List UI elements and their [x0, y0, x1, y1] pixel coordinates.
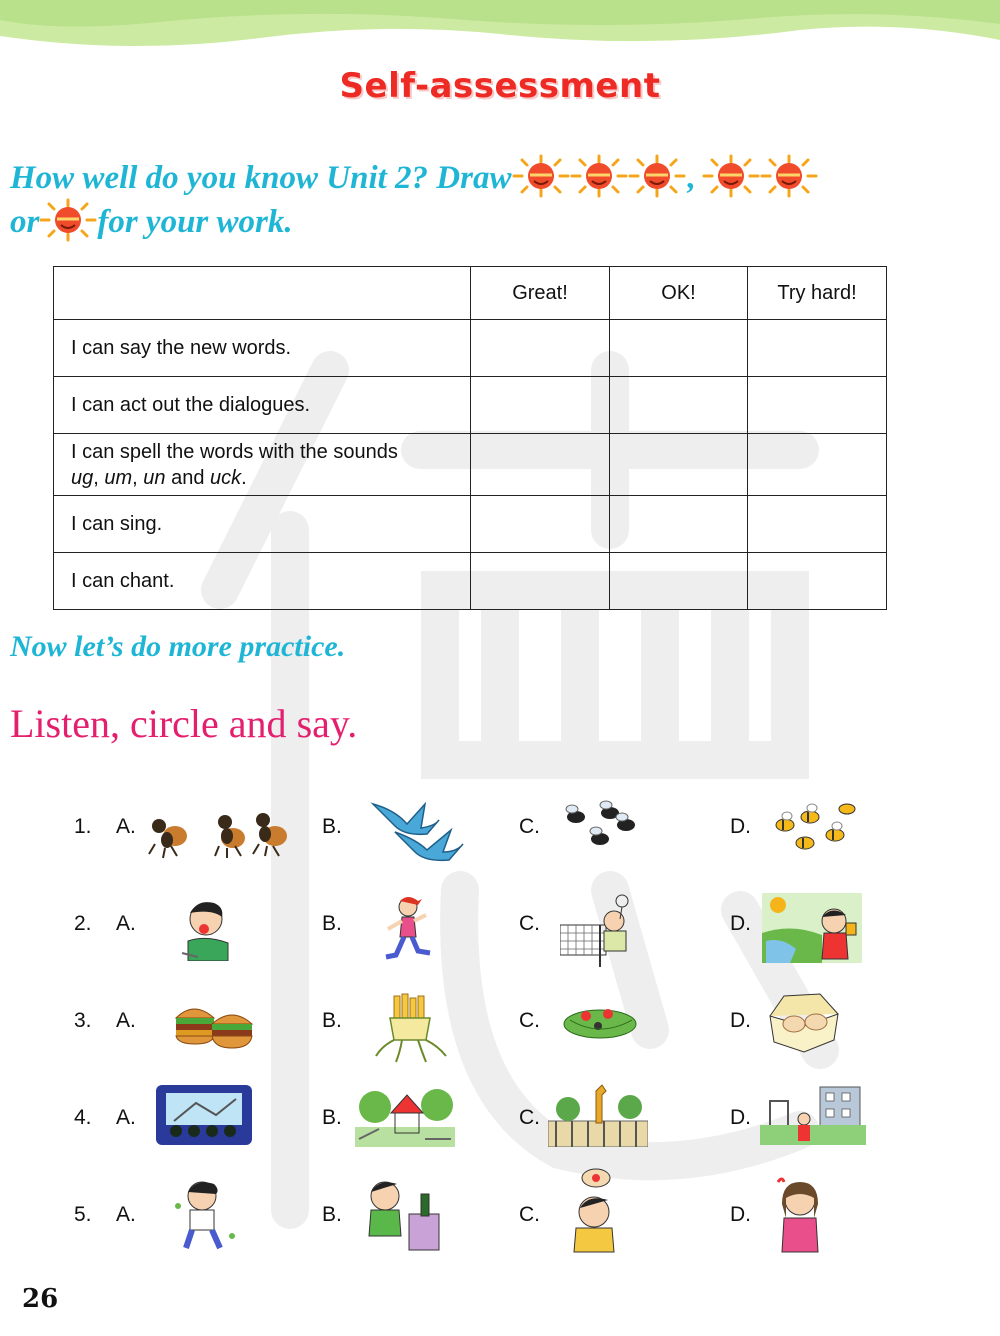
option-c[interactable]: C.: [519, 1009, 540, 1032]
cinema-picture[interactable]: [156, 1085, 252, 1145]
tired-boy-picture[interactable]: [170, 1178, 240, 1254]
flies-picture[interactable]: [560, 795, 640, 860]
instruction-or: or: [10, 204, 40, 241]
girl-running-picture[interactable]: [378, 895, 433, 963]
sound-ug: ug: [71, 466, 94, 489]
try-hard-cell[interactable]: [748, 496, 887, 553]
question-number: 4.: [74, 1106, 92, 1129]
table-row: [54, 496, 887, 553]
salad-picture[interactable]: [560, 994, 640, 1044]
question-row-4: [0, 1081, 1000, 1161]
ok-cell[interactable]: [610, 553, 748, 610]
great-cell[interactable]: [471, 320, 610, 377]
option-a[interactable]: A.: [116, 1106, 136, 1129]
header-try-hard: Try hard!: [748, 267, 887, 320]
question-number: 5.: [74, 1203, 92, 1226]
instruction-line-2: [10, 198, 293, 251]
try-hard-cell[interactable]: [748, 320, 887, 377]
try-hard-cell[interactable]: [748, 553, 887, 610]
option-a[interactable]: A.: [116, 1203, 136, 1226]
question-number: 3.: [74, 1009, 92, 1032]
exercise-word-2: circle: [129, 701, 219, 746]
table-header-row: [54, 267, 887, 320]
exercise-title: [10, 700, 357, 747]
buns-picture[interactable]: [764, 990, 844, 1054]
practice-heading: Now let’s do more practice.: [10, 630, 346, 663]
chips-picture[interactable]: [372, 992, 452, 1064]
sun-icon: [512, 154, 570, 207]
option-a[interactable]: A.: [116, 815, 136, 838]
ok-cell[interactable]: [610, 496, 748, 553]
option-b[interactable]: B.: [322, 815, 342, 838]
instruction-text-2: for your work.: [97, 204, 293, 241]
question-row-3: [0, 984, 1000, 1064]
row-description: [54, 434, 471, 496]
table-row: [54, 434, 887, 496]
sun-icon: [702, 154, 760, 207]
question-number: 2.: [74, 912, 92, 935]
option-d[interactable]: D.: [730, 1106, 751, 1129]
header-ok: OK!: [610, 267, 748, 320]
option-d[interactable]: D.: [730, 912, 751, 935]
option-c[interactable]: C.: [519, 912, 540, 935]
try-hard-cell[interactable]: [748, 377, 887, 434]
separator: and: [165, 466, 211, 489]
sun-icon: [628, 154, 686, 207]
thirsty-boy-picture[interactable]: [355, 1178, 445, 1254]
birds-picture[interactable]: [365, 790, 465, 862]
separator: ,: [93, 466, 105, 489]
ok-cell[interactable]: [610, 320, 748, 377]
question-row-1: [0, 790, 1000, 870]
hungry-boy-picture[interactable]: [566, 1166, 626, 1254]
option-c[interactable]: C.: [519, 1203, 540, 1226]
row-description: I can say the new words.: [54, 320, 471, 377]
exercise-word-1: Listen,: [10, 701, 120, 746]
question-row-2: [0, 887, 1000, 967]
option-b[interactable]: B.: [322, 1106, 342, 1129]
header-blank: [54, 267, 471, 320]
row-description: I can act out the dialogues.: [54, 377, 471, 434]
ok-cell[interactable]: [610, 434, 748, 496]
exercise-word-3: and: [228, 701, 287, 746]
option-b[interactable]: B.: [322, 1203, 342, 1226]
header-great: Great!: [471, 267, 610, 320]
sun-icon: [570, 154, 628, 207]
sound-uck: uck: [210, 466, 242, 489]
instruction-text-1: How well do you know Unit 2? Draw: [10, 160, 512, 197]
separator: ,: [132, 466, 144, 489]
great-cell[interactable]: [471, 553, 610, 610]
page-title: Self-assessment: [339, 66, 661, 106]
option-b[interactable]: B.: [322, 912, 342, 935]
school-picture[interactable]: [760, 1081, 866, 1145]
question-row-5: [0, 1178, 1000, 1258]
great-cell[interactable]: [471, 496, 610, 553]
hamburgers-picture[interactable]: [172, 996, 256, 1052]
row-text: I can spell the words with the sounds: [71, 440, 398, 463]
row-description: I can sing.: [54, 496, 471, 553]
option-c[interactable]: C.: [519, 1106, 540, 1129]
separator: .: [241, 466, 247, 489]
angry-girl-picture[interactable]: [768, 1174, 828, 1254]
option-d[interactable]: D.: [730, 1009, 751, 1032]
sound-um: um: [104, 466, 133, 489]
row-description: I can chant.: [54, 553, 471, 610]
sound-un: un: [143, 466, 166, 489]
table-row: [54, 320, 887, 377]
option-a[interactable]: A.: [116, 1009, 136, 1032]
option-d[interactable]: D.: [730, 1203, 751, 1226]
badminton-picture[interactable]: [560, 891, 640, 969]
page-number: 26: [22, 1284, 59, 1314]
option-d[interactable]: D.: [730, 815, 751, 838]
question-number: 1.: [74, 815, 92, 838]
self-assessment-table: [53, 266, 887, 610]
great-cell[interactable]: [471, 377, 610, 434]
option-b[interactable]: B.: [322, 1009, 342, 1032]
park-picture[interactable]: [355, 1083, 455, 1147]
option-a[interactable]: A.: [116, 912, 136, 935]
option-c[interactable]: C.: [519, 815, 540, 838]
boy-eating-picture[interactable]: [178, 895, 238, 961]
instruction-comma: ,: [687, 160, 696, 197]
table-row: [54, 553, 887, 610]
zoo-picture[interactable]: [548, 1081, 648, 1147]
ok-cell[interactable]: [610, 377, 748, 434]
table-row: [54, 377, 887, 434]
great-cell[interactable]: [471, 434, 610, 496]
boy-picnic-picture[interactable]: [762, 893, 862, 963]
sun-icon: [39, 198, 97, 251]
ants-picture[interactable]: [145, 800, 295, 860]
sun-icon: [760, 154, 818, 207]
top-banner: [0, 0, 1000, 60]
exercise-word-4: say.: [296, 701, 358, 746]
try-hard-cell[interactable]: [748, 434, 887, 496]
bees-picture[interactable]: [765, 795, 860, 857]
